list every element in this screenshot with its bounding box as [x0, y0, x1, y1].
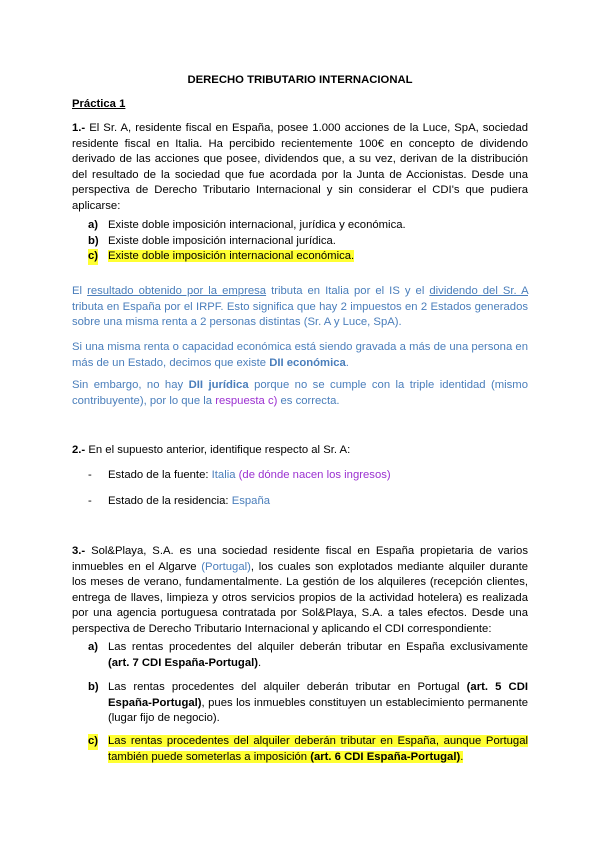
question-3-portugal: (Portugal)	[201, 560, 251, 573]
expl1-underline-b: dividendo del Sr. A	[429, 285, 528, 297]
question-2-text: En el supuesto anterior, identifique respecto al Sr. A:	[88, 444, 351, 456]
q2-item-source-answer: Italia	[211, 469, 236, 481]
q1-option-a	[88, 218, 528, 234]
question-1-text: El Sr. A, residente fiscal en España, posee 1.000 acciones de la Luce, SpA, sociedad residente fiscal en Italia. Ha percibido recientemente 100€ en concepto de dividendo derivado de las acciones que posee, dividendos que, a su vez, derivan de la distribución del resultado de la sociedad que fue acordada por la Junta de Accionistas. Desde una perspectiva de Derecho Tributario Internacional y sin considerar el CDI's que pudiera aplicarse:	[72, 122, 529, 212]
q3-option-b-tail: , pues los inmuebles constituyen un establecimiento permanente (lugar fijo de negocio).	[108, 696, 528, 725]
expl3-answer: respuesta c)	[215, 394, 278, 407]
q3-option-a	[88, 640, 528, 671]
question-1	[72, 121, 528, 215]
expl2-bold: DII económica	[269, 356, 346, 369]
expl3-text-c: es correcta.	[277, 394, 340, 407]
expl3-text-b: porque no se cumple con la triple identidad (mismo contribuyente), por lo que la	[72, 379, 529, 407]
q1-explanation-1	[72, 284, 528, 331]
q2-item-source-note: (de dónde nacen los ingresos)	[235, 469, 391, 481]
q1-option-c-correct	[88, 249, 528, 265]
q3-option-a-tail: .	[258, 656, 262, 669]
expl1-underline-a: resultado obtenido por la empresa	[87, 285, 267, 297]
q2-item-residence-mark: -	[88, 495, 92, 507]
q3-option-b-text: Las rentas procedentes del alquiler deberán tributar en Portugal	[108, 681, 467, 693]
q1-explanation-3	[72, 378, 528, 409]
question-1-number: 1.-	[72, 122, 86, 134]
q1-option-b	[88, 234, 528, 250]
q3-option-a-mark: a)	[88, 641, 99, 653]
q3-option-b-bold: (art. 5 CDI España-Portugal)	[108, 681, 529, 709]
q1-option-b-mark: b)	[88, 235, 99, 247]
q3-option-c-correct	[88, 734, 528, 765]
q1-option-b-text: Existe doble imposición internacional jurídica.	[108, 235, 336, 247]
document-title: DERECHO TRIBUTARIO INTERNACIONAL	[187, 74, 413, 86]
expl1-text-a: El	[72, 285, 88, 297]
q2-item-source-mark: -	[88, 469, 92, 481]
q1-explanation-2	[72, 340, 528, 371]
question-3	[72, 544, 528, 638]
q2-item-residence	[88, 494, 270, 510]
expl3-bold: DII jurídica	[188, 379, 249, 391]
expl1-text-b: tributa en Italia por el IS y el	[266, 285, 430, 297]
q1-option-c-mark: c)	[88, 249, 98, 265]
q1-option-a-text: Existe doble imposición internacional, jurídica y económica.	[108, 219, 406, 231]
q3-option-b-mark: b)	[88, 681, 99, 693]
q3-option-b	[88, 680, 528, 727]
q2-item-residence-answer: España	[231, 495, 271, 507]
q3-option-a-bold: (art. 7 CDI España-Portugal)	[108, 656, 259, 669]
q3-option-c-tail: .	[460, 750, 464, 763]
question-2	[72, 443, 528, 459]
q3-option-c-mark: c)	[88, 734, 98, 750]
q2-item-source-label: Estado de la fuente:	[108, 469, 212, 481]
q3-option-a-text: Las rentas procedentes del alquiler deberán tributar en España exclusivamente	[108, 641, 528, 653]
q3-option-c-text: Las rentas procedentes del alquiler deberán tributar en España, aunque Portugal también puede someterlas a imposición	[108, 735, 528, 763]
expl2-text-a: Si una misma renta o capacidad económica está siendo gravada a más de una persona en más de un Estado, decimos que existe	[72, 341, 528, 369]
q3-option-c-bold: (art. 6 CDI España-Portugal)	[310, 750, 461, 763]
question-3-text-a: Sol&Playa, S.A. es una sociedad residente fiscal en España propietaria de varios inmuebles en el Algarve	[72, 545, 528, 573]
practice-heading: Práctica 1	[72, 98, 126, 110]
q1-option-a-mark: a)	[88, 219, 99, 231]
q2-item-source	[88, 468, 391, 484]
q1-option-c-text: Existe doble imposición internacional económica.	[108, 250, 355, 262]
question-2-number: 2.-	[72, 444, 86, 456]
question-3-text-b: , los cuales son explotados mediante alquiler durante los meses de verano, fundamentalmente. La gestión de los alquileres (recepción clientes, entrega de llaves, limpieza y otros servicios propios de la actividad hotelera) es realizada por una agencia portuguesa contratada por Sol&Playa, S.A. a tales efectos. Desde una perspectiva de Derecho Tributario Internacional y aplicando el CDI correspondiente:	[72, 560, 528, 635]
question-3-number: 3.-	[72, 545, 86, 557]
expl2-text-b: .	[345, 356, 349, 369]
q2-item-residence-label: Estado de la residencia:	[108, 495, 232, 507]
expl3-text-a: Sin embargo, no hay	[72, 379, 189, 391]
expl1-text-c: tributa en España por el IRPF. Esto significa que hay 2 impuestos en 2 Estados generados sobre una misma renta a 2 personas distintas (Sr. A y Luce, SpA).	[72, 300, 528, 329]
